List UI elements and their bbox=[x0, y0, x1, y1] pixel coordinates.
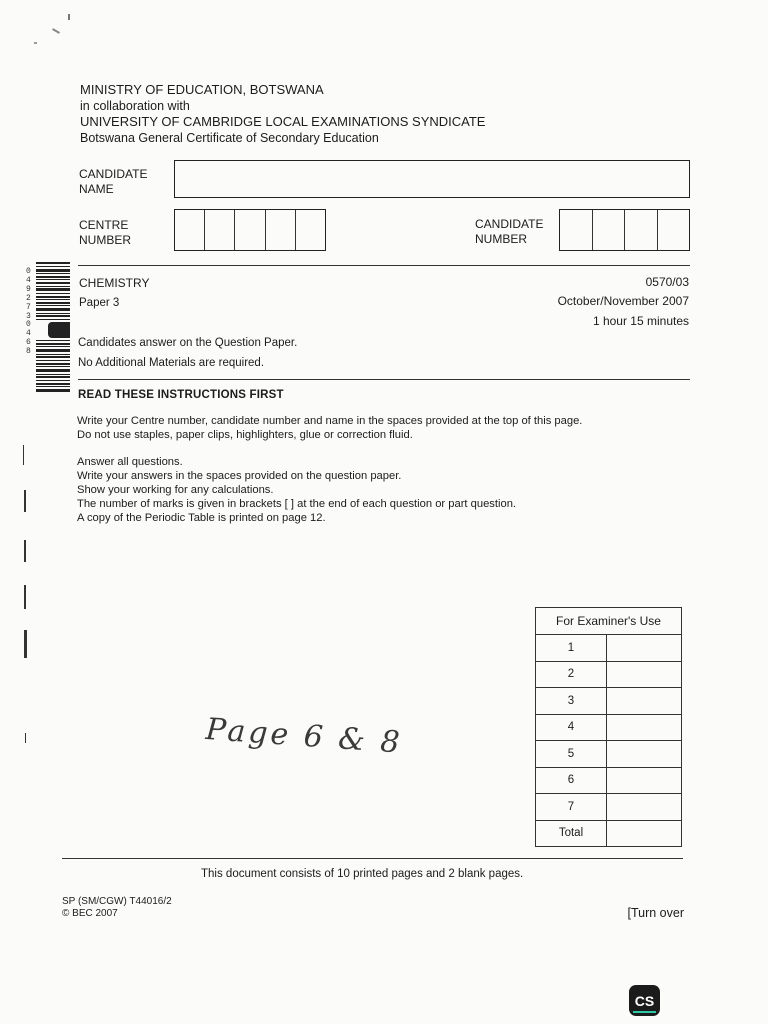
barcode bbox=[36, 262, 70, 402]
copyright: © BEC 2007 bbox=[62, 908, 118, 919]
instruction-line: Write your Centre number, candidate number and name in the spaces provided at the top of this page. bbox=[77, 415, 583, 427]
mark-cell[interactable] bbox=[607, 767, 682, 794]
scan-speck bbox=[68, 14, 70, 20]
exam-header bbox=[80, 82, 485, 146]
mark-cell[interactable] bbox=[607, 741, 682, 768]
margin-mark bbox=[24, 585, 26, 609]
instruction-line: Show your working for any calculations. bbox=[77, 484, 274, 496]
instructions-block-b bbox=[77, 455, 516, 525]
instruction-line: Do not use staples, paper clips, highlighters, glue or correction fluid. bbox=[77, 429, 413, 441]
instructions-heading: READ THESE INSTRUCTIONS FIRST bbox=[78, 389, 284, 401]
centre-number-field[interactable] bbox=[174, 209, 326, 251]
handwritten-note: Page 6 & 8 bbox=[204, 712, 404, 761]
scan-speck bbox=[52, 28, 60, 34]
examiner-use-table bbox=[535, 607, 682, 847]
candidate-number-label: CANDIDATE NUMBER bbox=[475, 217, 544, 246]
candidate-number-field[interactable] bbox=[559, 209, 690, 251]
mark-cell[interactable] bbox=[607, 794, 682, 821]
table-row: Total bbox=[536, 820, 682, 847]
margin-mark bbox=[24, 540, 26, 562]
mark-cell[interactable] bbox=[607, 661, 682, 688]
mark-cell[interactable] bbox=[607, 688, 682, 715]
paper-code: 0570/03 bbox=[645, 275, 689, 289]
paper-number: Paper 3 bbox=[79, 297, 120, 309]
margin-mark bbox=[23, 445, 24, 465]
table-row: 7 bbox=[536, 794, 682, 821]
ministry-line: MINISTRY OF EDUCATION, BOTSWANA bbox=[80, 82, 324, 97]
mark-cell[interactable] bbox=[607, 635, 682, 662]
examiner-table-heading: For Examiner's Use bbox=[536, 608, 682, 635]
exam-duration: 1 hour 15 minutes bbox=[592, 314, 689, 328]
divider bbox=[78, 379, 690, 380]
centre-number-label: CENTRE NUMBER bbox=[79, 218, 132, 247]
answer-note: Candidates answer on the Question Paper. bbox=[78, 337, 298, 349]
instruction-line: A copy of the Periodic Table is printed on page 12. bbox=[77, 512, 326, 524]
instruction-line: Answer all questions. bbox=[77, 456, 183, 468]
exam-session: October/November 2007 bbox=[557, 294, 689, 308]
materials-note: No Additional Materials are required. bbox=[78, 357, 265, 369]
table-row: 4 bbox=[536, 714, 682, 741]
mark-cell[interactable] bbox=[607, 714, 682, 741]
certificate-line: Botswana General Certificate of Secondary Education bbox=[80, 131, 379, 145]
instruction-line: Write your answers in the spaces provided on the question paper. bbox=[77, 470, 402, 482]
table-row: 5 bbox=[536, 741, 682, 768]
table-row: 3 bbox=[536, 688, 682, 715]
page-count-note: This document consists of 10 printed pages and 2 blank pages. bbox=[201, 868, 524, 880]
camscanner-logo: CS bbox=[629, 985, 660, 1016]
instructions-block-a bbox=[77, 414, 582, 442]
turn-over: [Turn over bbox=[627, 906, 684, 920]
university-line: UNIVERSITY OF CAMBRIDGE LOCAL EXAMINATIONS SYNDICATE bbox=[80, 114, 486, 129]
barcode-digits: 0492730468 bbox=[26, 267, 31, 357]
margin-mark bbox=[25, 733, 26, 743]
table-row: 6 bbox=[536, 767, 682, 794]
divider bbox=[78, 265, 690, 266]
subject-title: CHEMISTRY bbox=[79, 276, 150, 290]
margin-mark bbox=[24, 630, 27, 658]
footer-divider bbox=[62, 858, 683, 859]
mark-cell[interactable] bbox=[607, 820, 682, 847]
margin-mark bbox=[24, 490, 26, 512]
instruction-line: The number of marks is given in brackets [ ] at the end of each question or part question. bbox=[77, 498, 517, 510]
collaboration-line: in collaboration with bbox=[80, 99, 190, 113]
scan-speck bbox=[34, 42, 37, 44]
document-reference: SP (SM/CGW) T44016/2 bbox=[62, 896, 172, 907]
table-row: 2 bbox=[536, 661, 682, 688]
table-row: 1 bbox=[536, 635, 682, 662]
candidate-name-label: CANDIDATE NAME bbox=[79, 167, 148, 196]
candidate-name-field[interactable] bbox=[174, 160, 690, 198]
